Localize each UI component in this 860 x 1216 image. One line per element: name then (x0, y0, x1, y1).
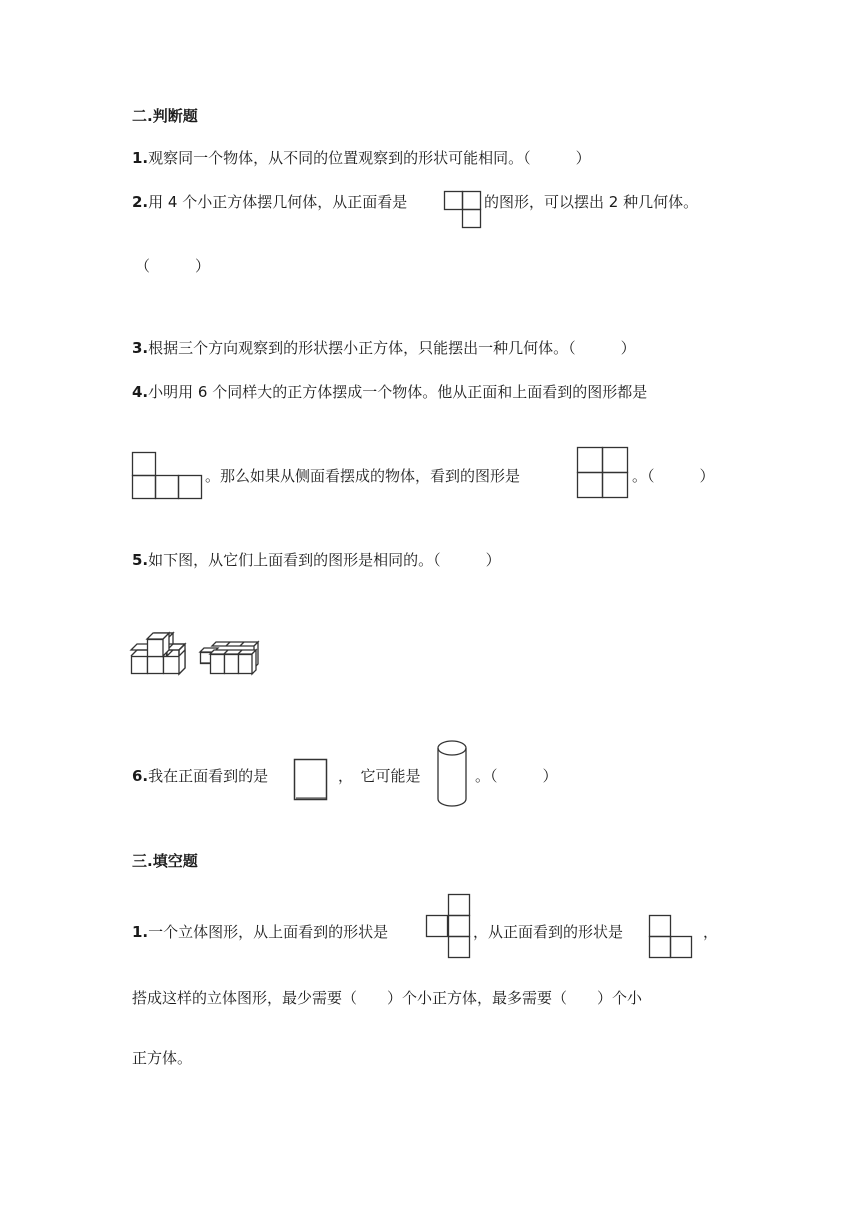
fill-question-1-line (132, 922, 388, 942)
answer-blank: （ ） (135, 257, 211, 275)
fill-question-1-line-2: 搭成这样的立体图形，最少需要（ ）个小正方体，最多需要（ ）个小 (132, 989, 643, 1007)
question-3 (132, 338, 636, 358)
side-view-figure-2x2 (577, 447, 629, 499)
question-5 (132, 550, 501, 570)
question-6-line-end: 。（ ） (475, 767, 558, 785)
question-1 (132, 148, 591, 168)
front-view-figure-l-shape (444, 191, 482, 229)
front-view-rectangle-figure (293, 758, 329, 802)
question-number: 1. (132, 923, 149, 941)
question-number: 6. (132, 767, 149, 785)
fill-question-1-line-end: ， (703, 923, 719, 941)
question-4-line-cont: 。那么如果从侧面看摆成的物体，看到的图形是 (205, 467, 521, 485)
fill-question-1-line-cont: ，从正面看到的形状是 (473, 923, 624, 941)
fill-question-1-line-3: 正方体。 (132, 1049, 193, 1067)
question-text: 小明用 6 个同样大的正方体摆成一个物体。他从正面和上面看到的图形都是 (148, 383, 648, 401)
cube-stack-figure-2 (198, 640, 260, 676)
question-2-line-cont: 的图形，可以摆出 2 种几何体。 (484, 193, 699, 211)
cube-stack-figure-1 (130, 630, 190, 676)
question-number: 4. (132, 383, 149, 401)
question-number: 3. (132, 339, 149, 357)
question-text: 根据三个方向观察到的形状摆小正方体，只能摆出一种几何体。（ ） (148, 339, 636, 357)
question-number: 2. (132, 193, 149, 211)
top-view-figure (426, 894, 472, 960)
section-heading-fill-in: 三.填空题 (132, 852, 198, 870)
question-6-line (132, 766, 268, 786)
front-view-figure-step (649, 915, 695, 959)
question-2-line (132, 192, 407, 212)
question-4-line-end: 。（ ） (632, 467, 715, 485)
question-text: 用 4 个小正方体摆几何体，从正面看是 (148, 193, 408, 211)
question-number: 5. (132, 551, 149, 569)
question-text: 一个立体图形，从上面看到的形状是 (148, 923, 389, 941)
front-top-view-figure (132, 452, 204, 500)
question-text: 观察同一个物体，从不同的位置观察到的形状可能相同。（ ） (148, 149, 591, 167)
question-6-line-cont: ， 它可能是 (338, 767, 421, 785)
cylinder-figure (436, 739, 470, 809)
question-text: 如下图，从它们上面看到的图形是相同的。（ ） (148, 551, 501, 569)
question-text: 我在正面看到的是 (148, 767, 269, 785)
question-4-line (132, 382, 647, 402)
question-number: 1. (132, 149, 149, 167)
section-heading-judgment: 二.判断题 (132, 107, 198, 125)
